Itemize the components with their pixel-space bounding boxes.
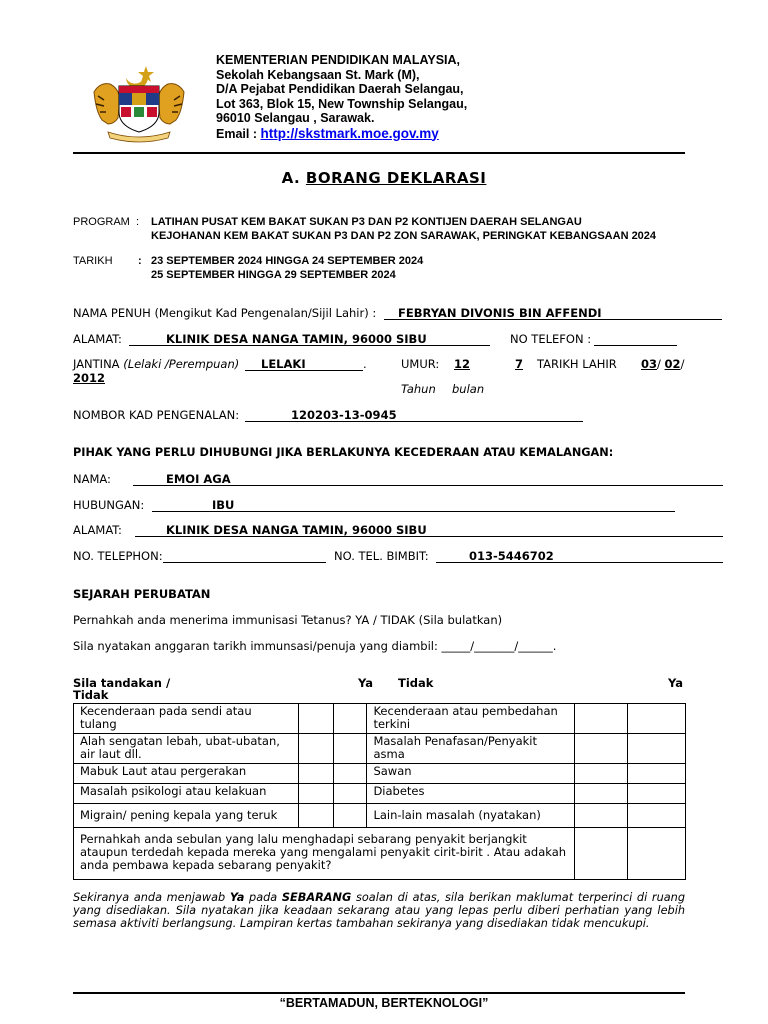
lahir-day: 03 — [641, 357, 658, 371]
table-row — [74, 828, 686, 880]
jantina-row — [73, 357, 239, 371]
tidak-checkbox[interactable] — [628, 828, 686, 880]
program-line-2: KEJOHANAN KEM BAKAT SUKAN P3 DAN P2 ZON SARAWAK, PERINGKAT KEBANGSAAN 2024 — [151, 230, 657, 242]
address-line-1: D/A Pejabat Pendidikan Daerah Selangau, — [216, 82, 464, 96]
tarikh-line-2: 25 SEPTEMBER HINGGA 29 SEPTEMBER 2024 — [151, 269, 396, 281]
condition-label: Sawan — [367, 764, 575, 784]
hubungan-value[interactable]: IBU — [212, 498, 235, 512]
emergency-nama-value[interactable]: EMOI AGA — [166, 472, 231, 486]
alamat-value[interactable]: KLINIK DESA NANGA TAMIN, 96000 SIBU — [166, 332, 427, 346]
tick-tidak-wrap: Tidak — [73, 688, 109, 702]
umur-bulan-value[interactable]: 7 — [515, 357, 524, 371]
jantina-hint: (Lelaki /Perempuan) — [123, 357, 240, 371]
bimbit-value[interactable]: 013-5446702 — [469, 549, 554, 563]
alamat-label: ALAMAT: — [73, 332, 122, 346]
ya-checkbox[interactable] — [575, 804, 628, 828]
tarikh-line-1: 23 SEPTEMBER 2024 HINGGA 24 SEPTEMBER 2024 — [151, 255, 424, 267]
program-sep: : — [136, 216, 140, 228]
table-row — [74, 804, 686, 828]
ya-checkbox[interactable] — [298, 704, 333, 734]
ya-checkbox[interactable] — [575, 784, 628, 804]
infectious-disease-question: Pernahkah anda sebulan yang lalu menghadapi sebarang penyakit berjangkit ataupun terdedah kepada mereka yang mengalami penyakit cirit-birit . Atau adakah anda pembawa kepada sebarang penyakit? — [74, 828, 575, 880]
ya-checkbox[interactable] — [298, 734, 333, 764]
condition-label: Diabetes — [367, 784, 575, 804]
condition-label: Masalah Penafasan/Penyakit asma — [367, 734, 575, 764]
ya-checkbox[interactable] — [575, 764, 628, 784]
condition-label: Kecenderaan pada sendi atau tulang — [74, 704, 299, 734]
tidak-checkbox[interactable] — [628, 734, 686, 764]
ic-value[interactable]: 120203-13-0945 — [291, 408, 397, 422]
program-line-1: LATIHAN PUSAT KEM BAKAT SUKAN P3 DAN P2 KONTIJEN DAERAH SELANGAU — [151, 216, 582, 228]
ya-checkbox[interactable] — [298, 764, 333, 784]
condition-label: Mabuk Laut atau pergerakan — [74, 764, 299, 784]
school-name: Sekolah Kebangsaan St. Mark (M), — [216, 67, 420, 82]
emergency-nama-label: NAMA: — [73, 472, 111, 486]
tidak-checkbox[interactable] — [333, 764, 367, 784]
program-label: PROGRAM — [73, 216, 130, 228]
footer-divider — [73, 992, 685, 994]
note-sebarang: SEBARANG — [281, 891, 352, 904]
tidak-checkbox[interactable] — [333, 704, 367, 734]
emergency-alamat-label: ALAMAT: — [73, 523, 122, 537]
address-line-2: Lot 363, Blok 15, New Township Selangau, — [216, 96, 468, 111]
nama-penuh-value[interactable]: FEBRYAN DIVONIS BIN AFFENDI — [398, 306, 602, 320]
header-divider — [73, 152, 685, 154]
ya-checkbox[interactable] — [575, 704, 628, 734]
condition-label: Masalah psikologi atau kelakuan — [74, 784, 299, 804]
crest-logo — [86, 62, 192, 146]
bulan-caption: bulan — [452, 382, 485, 396]
school-address-block — [216, 53, 556, 141]
instruction-note: Sekiranya anda menjawab Ya pada SEBARANG soalan di atas, sila berikan maklumat terperinci di ruang yang disediakan. Sila nyatakan jika keadaan sekarang atau yang lepas perlu diberi perhatian yang lebih semasa aktiviti berlangsung. Lampiran kertas tambahan sekiranya yang disediakan tidak mencukupi. — [73, 891, 685, 931]
table-row — [74, 704, 686, 734]
ic-label: NOMBOR KAD PENGENALAN: — [73, 408, 240, 422]
tarikh-label: TARIKH — [73, 255, 113, 267]
nama-penuh-label: NAMA PENUH (Mengikut Kad Pengenalan/Sijil Lahir) : — [73, 306, 377, 320]
umur-label: UMUR: — [401, 357, 440, 371]
no-telefon-label: NO TELEFON : — [510, 332, 592, 346]
tidak-checkbox[interactable] — [333, 784, 367, 804]
medical-checklist-table — [73, 703, 686, 880]
tidak-checkbox[interactable] — [628, 784, 686, 804]
emergency-heading: PIHAK YANG PERLU DIHUBUNGI JIKA BERLAKUNYA KECEDERAAN ATAU KEMALANGAN: — [73, 446, 614, 459]
address-line-3: 96010 Selangau , Sarawak. — [216, 111, 375, 125]
tidak-checkbox[interactable] — [628, 704, 686, 734]
form-title — [0, 169, 768, 187]
jantina-label: JANTINA — [73, 357, 120, 371]
col-ya-1: Ya — [358, 676, 374, 690]
school-website-link[interactable]: http://skstmark.moe.gov.my — [260, 125, 439, 141]
email-row — [216, 127, 556, 142]
condition-label: Kecenderaan atau pembedahan terkini — [367, 704, 575, 734]
bimbit-label: NO. TEL. BIMBIT: — [334, 549, 429, 563]
school-motto: “BERTAMADUN, BERTEKNOLOGI” — [279, 996, 489, 1010]
immunisation-date-question: Sila nyatakan anggaran tarikh immunsasi/penuja yang diambil: _____/_______/______. — [73, 639, 557, 653]
tidak-checkbox[interactable] — [333, 804, 367, 828]
email-label: Email : — [216, 126, 261, 141]
hubungan-label: HUBUNGAN: — [73, 498, 145, 512]
no-telefon-underline[interactable] — [594, 345, 677, 346]
ya-checkbox[interactable] — [575, 828, 628, 880]
tahun-caption: Tahun — [401, 382, 436, 396]
note-ya: Ya — [229, 891, 245, 904]
tidak-checkbox[interactable] — [333, 734, 367, 764]
table-row — [74, 734, 686, 764]
tarikh-sep: : — [138, 255, 142, 267]
form-title-text: BORANG DEKLARASI — [305, 169, 487, 187]
lahir-month: 02 — [664, 357, 681, 371]
telephon-label: NO. TELEPHON: — [73, 549, 163, 563]
umur-tahun-value[interactable]: 12 — [454, 357, 471, 371]
tarikh-lahir-dmy[interactable]: 03/ 02/ — [641, 357, 685, 371]
emergency-alamat-value[interactable]: KLINIK DESA NANGA TAMIN, 96000 SIBU — [166, 523, 427, 537]
ya-checkbox[interactable] — [298, 784, 333, 804]
ya-checkbox[interactable] — [298, 804, 333, 828]
section-letter: A. — [281, 169, 301, 187]
tarikh-lahir-label: TARIKH LAHIR — [537, 357, 617, 371]
tetanus-question: Pernahkah anda menerima immunisasi Tetanus? YA / TIDAK (Sila bulatkan) — [73, 613, 503, 627]
condition-label: Alah sengatan lebah, ubat-ubatan, air laut dll. — [74, 734, 299, 764]
condition-label: Lain-lain masalah (nyatakan) — [367, 804, 575, 828]
medical-heading: SEJARAH PERUBATAN — [73, 587, 211, 601]
condition-label: Migrain/ pening kepala yang teruk — [74, 804, 299, 828]
table-row — [74, 764, 686, 784]
tidak-checkbox[interactable] — [628, 804, 686, 828]
telephon-underline[interactable] — [163, 562, 326, 563]
jantina-period: . — [363, 357, 367, 371]
lahir-year[interactable]: 2012 — [73, 371, 106, 385]
ministry-name: KEMENTERIAN PENDIDIKAN MALAYSIA, — [216, 53, 461, 67]
jantina-value[interactable]: LELAKI — [261, 357, 306, 371]
tidak-checkbox[interactable] — [628, 764, 686, 784]
table-row — [74, 784, 686, 804]
col-ya-2: Ya — [668, 676, 684, 690]
tick-instruction: Sila tandakan / — [73, 676, 171, 690]
col-tidak-1: Tidak — [398, 676, 434, 690]
ya-checkbox[interactable] — [575, 734, 628, 764]
